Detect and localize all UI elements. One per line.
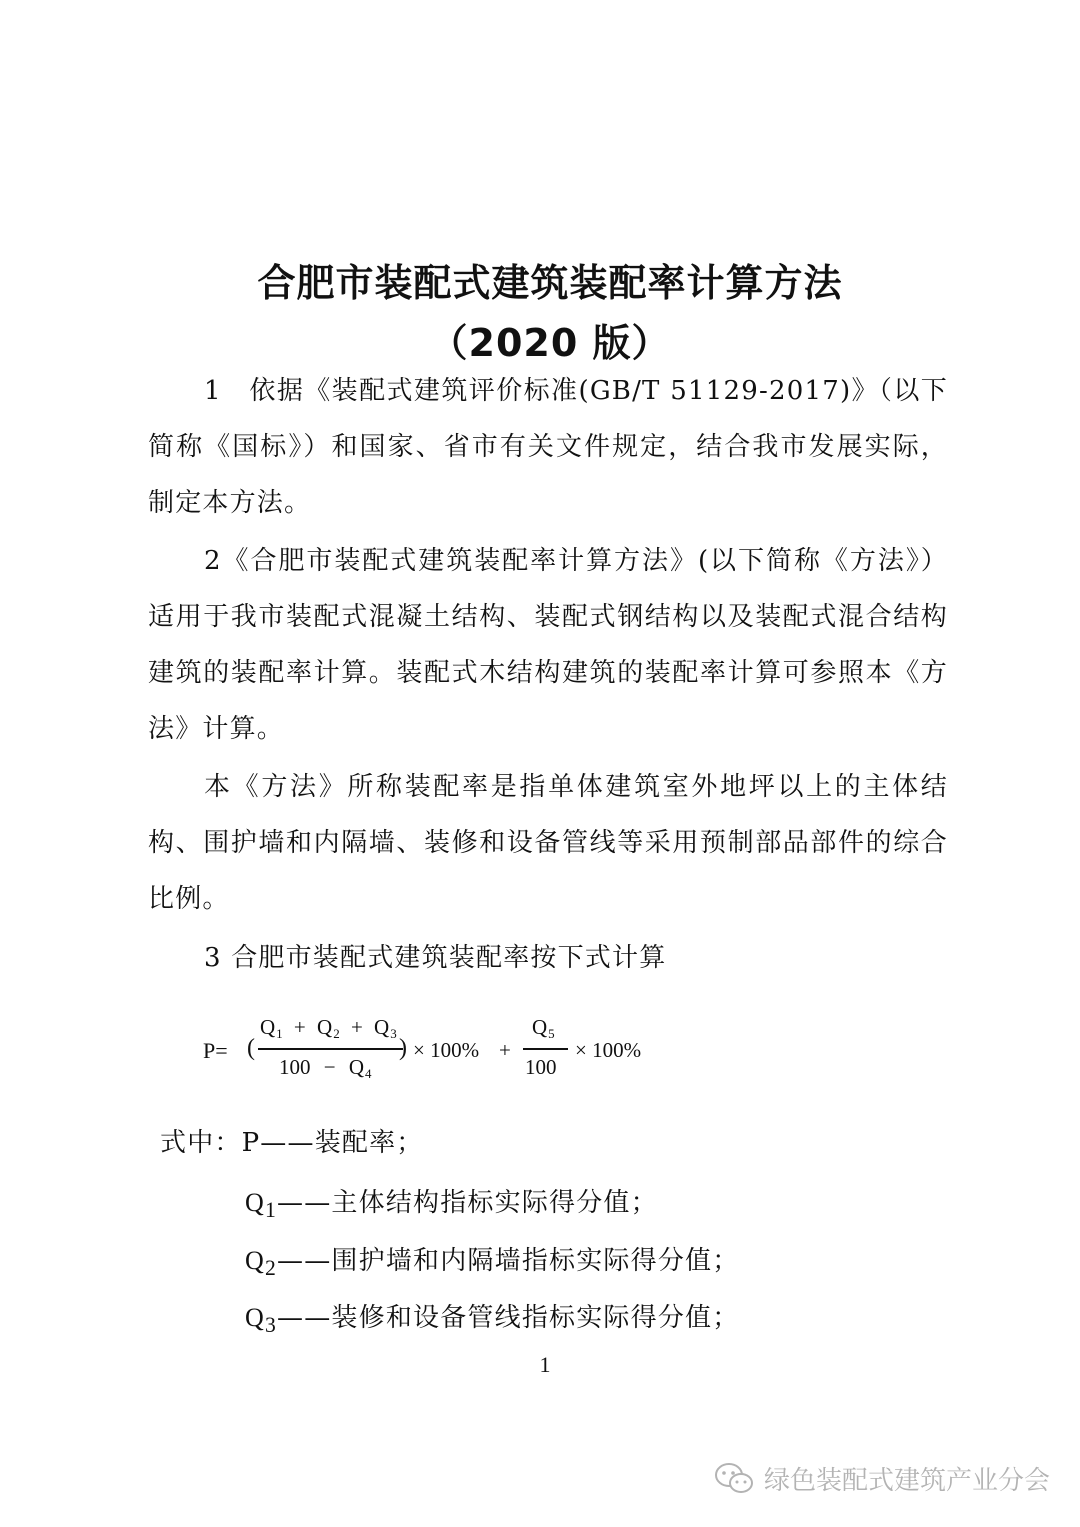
formula-times-1: × 100% xyxy=(413,1038,480,1062)
watermark-text: 绿色装配式建筑产业分会 xyxy=(763,1466,1050,1496)
formula-close-paren: ) xyxy=(399,1035,407,1061)
formula-denominator-2: 100 xyxy=(525,1055,557,1079)
definition-q1: $Q_1——$主体结构指标实际得分值； xyxy=(245,1188,658,1223)
wechat-icon xyxy=(714,1462,754,1496)
document-title-version: （2020 版） xyxy=(429,321,671,365)
document-title: 合肥市装配式建筑装配率计算方法 xyxy=(257,261,843,305)
formula-numerator-2: $Q_5$ xyxy=(532,1015,555,1041)
paragraph-2: 2《合肥市装配式建筑装配率计算方法》(以下简称《方法》）适用于我市装配式混凝土结构、装配式钢结构以及装配式混合结构建筑的装配率计算。装配式木结构建筑的装配率计算可参照本《方法》计算。 xyxy=(148,546,948,744)
paragraph-1: 1 依据《装配式建筑评价标准(GB/T 51129-2017)》（以下简称《国标》）和国家、省市有关文件规定，结合我市发展实际，制定本方法。 xyxy=(148,376,948,518)
formula-plus: + xyxy=(499,1038,511,1062)
formula-denominator: $100 - Q_4$ xyxy=(279,1055,372,1081)
definition-q2: $Q_2——$围护墙和内隔墙指标实际得分值； xyxy=(245,1246,740,1281)
formula-times-2: × 100% xyxy=(575,1038,642,1062)
definition-q3: $Q_3——$装修和设备管线指标实际得分值； xyxy=(245,1303,740,1338)
formula-fraction-bar-1 xyxy=(258,1048,403,1050)
watermark xyxy=(714,1460,1050,1497)
page-number: 1 xyxy=(539,1352,551,1377)
formula-fraction-bar-2 xyxy=(523,1048,568,1050)
formula-numerator: $Q_1 + Q_2 + Q_3$ xyxy=(260,1015,397,1041)
paragraph-4: 3 合肥市装配式建筑装配率按下式计算 xyxy=(204,943,667,973)
formula-lhs: P= xyxy=(203,1038,228,1063)
paragraph-3: 本《方法》所称装配率是指单体建筑室外地坪以上的主体结构、围护墙和内隔墙、装修和设备管线等采用预制部品部件的综合比例。 xyxy=(148,772,948,914)
definitions-lead: 式中：P——装配率； xyxy=(160,1128,424,1158)
formula-open-paren: ( xyxy=(247,1035,255,1061)
